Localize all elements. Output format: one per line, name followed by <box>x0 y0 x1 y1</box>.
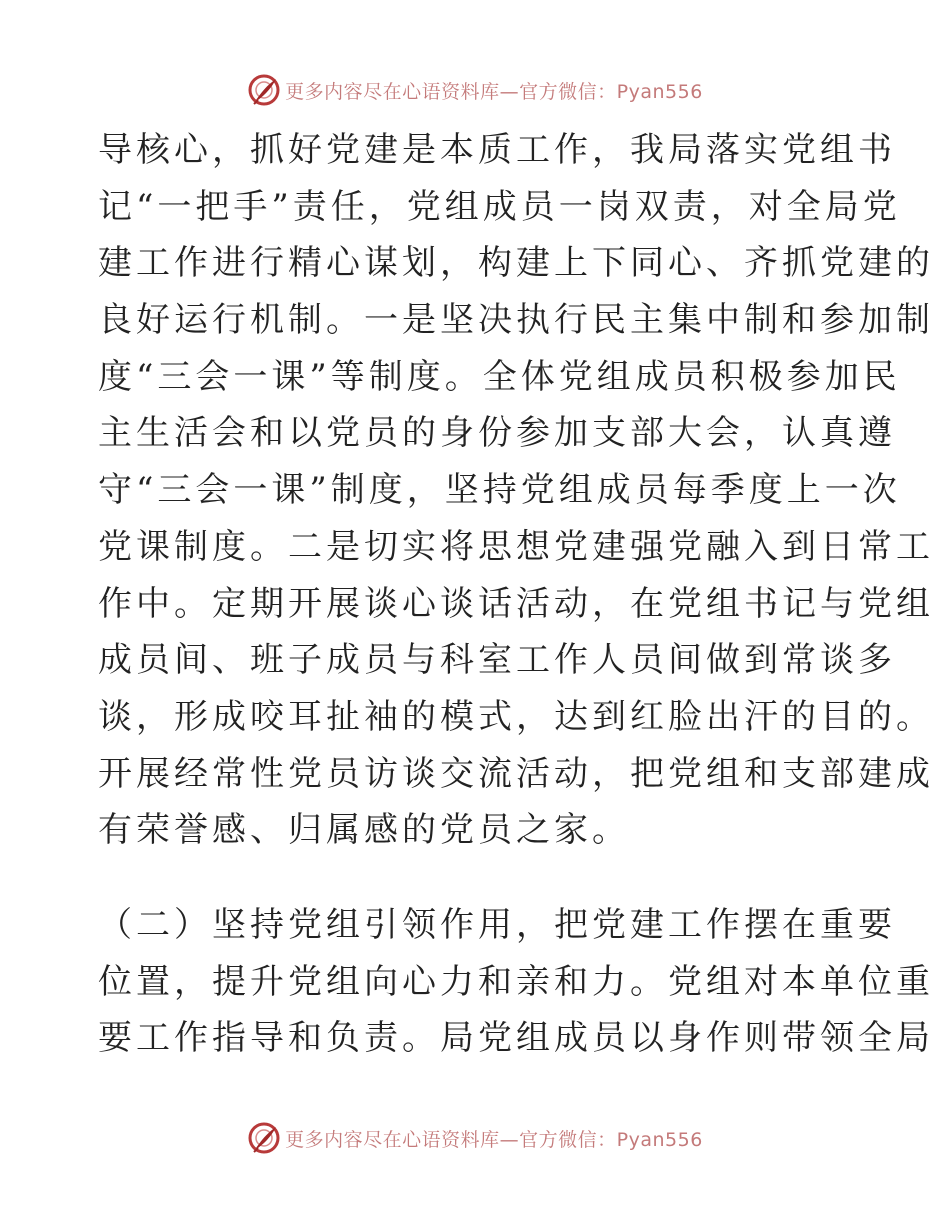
text-line: （二）坚持党组引领作用，把党建工作摆在重要 <box>98 904 896 945</box>
text-line: 度“三会一课”等制度。全体党组成员积极参加民 <box>98 356 901 397</box>
text-line: 党课制度。二是切实将思想党建强党融入到日常工 <box>98 526 934 567</box>
paragraph-gap <box>98 859 858 897</box>
text-line: 有荣誉感、归属感的党员之家。 <box>98 810 630 851</box>
text-line: 主生活会和以党员的身份参加支部大会，认真遵 <box>98 413 896 454</box>
paragraph-2 <box>98 897 934 1067</box>
watermark-text: 更多内容尽在心语资料库—官方微信：Pyan556 <box>285 80 703 103</box>
text-line: 谈，形成咬耳扯袖的模式，达到红脸出汗的目的。 <box>98 696 934 737</box>
quill-in-circle-icon <box>247 73 281 107</box>
text-line: 导核心，抓好党建是本质工作，我局落实党组书 <box>98 130 896 170</box>
header-watermark <box>0 70 950 110</box>
watermark-text: 更多内容尽在心语资料库—官方微信：Pyan556 <box>285 1128 703 1151</box>
text-line: 守“三会一课”制度，坚持党组成员每季度上一次 <box>98 470 901 511</box>
text-line: 记“一把手”责任，党组成员一岗双责，对全局党 <box>98 186 901 227</box>
footer-watermark <box>0 1118 950 1158</box>
text-line: 良好运行机制。一是坚决执行民主集中制和参加制 <box>98 300 934 341</box>
paragraph-1 <box>98 122 934 859</box>
text-line: 建工作进行精心谋划，构建上下同心、齐抓党建的 <box>98 243 934 284</box>
text-line: 作中。定期开展谈心谈话活动，在党组书记与党组 <box>98 583 934 624</box>
text-line: 要工作指导和负责。局党组成员以身作则带领全局 <box>98 1018 934 1059</box>
text-line: 开展经常性党员访谈交流活动，把党组和支部建成 <box>98 753 934 794</box>
text-line: 成员间、班子成员与科室工作人员间做到常谈多 <box>98 640 896 681</box>
text-line: 位置，提升党组向心力和亲和力。党组对本单位重 <box>98 961 934 1002</box>
document-body <box>98 122 934 1067</box>
quill-in-circle-icon <box>247 1121 281 1155</box>
